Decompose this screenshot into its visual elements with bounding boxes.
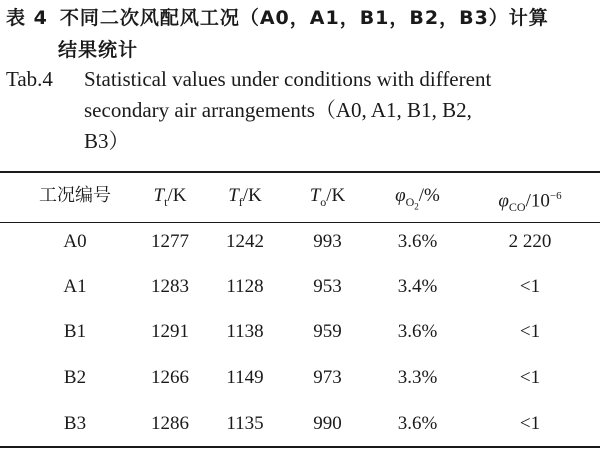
header-o2-subscript: [405, 194, 419, 212]
cell-to: 953: [313, 276, 342, 297]
table-header-rule: [0, 222, 600, 223]
caption-cn-line2: 结果统计: [58, 39, 139, 61]
cell-tf: 1135: [226, 413, 264, 434]
header-tf-symbol: T: [228, 185, 239, 206]
cell-tf: 1138: [226, 321, 264, 342]
cell-to: 993: [313, 231, 342, 252]
cell-o2: 3.4%: [397, 276, 438, 297]
cell-o2: 3.6%: [397, 413, 438, 434]
header-tf-unit: /K: [242, 185, 262, 206]
cell-case-id: B3: [63, 413, 87, 434]
header-phi-co: [470, 181, 590, 222]
header-o2-symbol: φ: [395, 185, 406, 206]
header-co-exponent: −6: [549, 190, 562, 202]
header-tf: [205, 181, 285, 217]
cell-tt: 1286: [151, 413, 189, 434]
header-o2-sub-digit: 2: [414, 201, 419, 212]
header-to-subscript: o: [320, 194, 327, 209]
cell-o2: 3.6%: [397, 231, 438, 252]
caption-en-line3: B3）: [84, 129, 130, 153]
cell-tt: 1291: [151, 321, 189, 342]
header-to-symbol: T: [309, 185, 321, 206]
caption-en-line1: Statistical values under conditions with different: [84, 67, 492, 91]
cell-tf: 1242: [226, 231, 264, 252]
cell-co: <1: [519, 413, 541, 434]
cell-co: <1: [519, 276, 541, 297]
cell-tt: 1277: [151, 231, 189, 252]
cell-tf: 1149: [226, 367, 264, 388]
cell-o2: 3.6%: [397, 321, 438, 342]
cell-to: 990: [313, 413, 342, 434]
cell-tf: 1128: [226, 276, 264, 297]
cell-co: 2 220: [508, 231, 552, 252]
cell-tt: 1266: [151, 367, 189, 388]
cell-case-id: A1: [63, 276, 87, 297]
header-co-subscript: CO: [508, 200, 526, 215]
table-number-en: Tab.4: [6, 67, 53, 91]
caption-en-line2: secondary air arrangements（A0, A1, B1, B2,: [84, 98, 472, 122]
header-co-symbol: φ: [498, 190, 509, 212]
table-number-cn: 表 4: [6, 7, 48, 29]
table-top-rule: [0, 171, 600, 173]
header-tt: [130, 181, 210, 217]
caption-cn-line1: 不同二次风配风工况（A0，A1，B1，B2，B3）计算: [59, 7, 549, 29]
table-row: [0, 227, 600, 257]
table-bottom-rule: [0, 446, 600, 448]
table-row: [0, 409, 600, 439]
table-caption-chinese: [6, 2, 596, 66]
header-case-id: 工况编号: [39, 185, 111, 206]
table-row: [0, 317, 600, 347]
cell-case-id: A0: [63, 231, 87, 252]
header-tt-subscript: t: [164, 194, 168, 209]
cell-co: <1: [519, 321, 541, 342]
header-phi-o2: [370, 181, 465, 221]
table-row: [0, 272, 600, 302]
header-tt-symbol: T: [153, 185, 165, 206]
header-tf-subscript: f: [238, 194, 243, 209]
cell-case-id: B2: [63, 367, 87, 388]
table-caption-english: [6, 64, 596, 157]
header-co-unit: /10: [525, 190, 550, 212]
table-row: [0, 363, 600, 393]
header-to-unit: /K: [326, 185, 346, 206]
cell-co: <1: [519, 367, 541, 388]
header-to: [285, 181, 370, 217]
header-o2-unit: /%: [418, 185, 440, 206]
cell-o2: 3.3%: [397, 367, 438, 388]
header-o2-sub-letter: O: [405, 194, 415, 209]
header-tt-unit: /K: [167, 185, 187, 206]
cell-tt: 1283: [151, 276, 189, 297]
table-header-row: [0, 181, 600, 215]
cell-to: 973: [313, 367, 342, 388]
cell-to: 959: [313, 321, 342, 342]
cell-case-id: B1: [63, 321, 87, 342]
